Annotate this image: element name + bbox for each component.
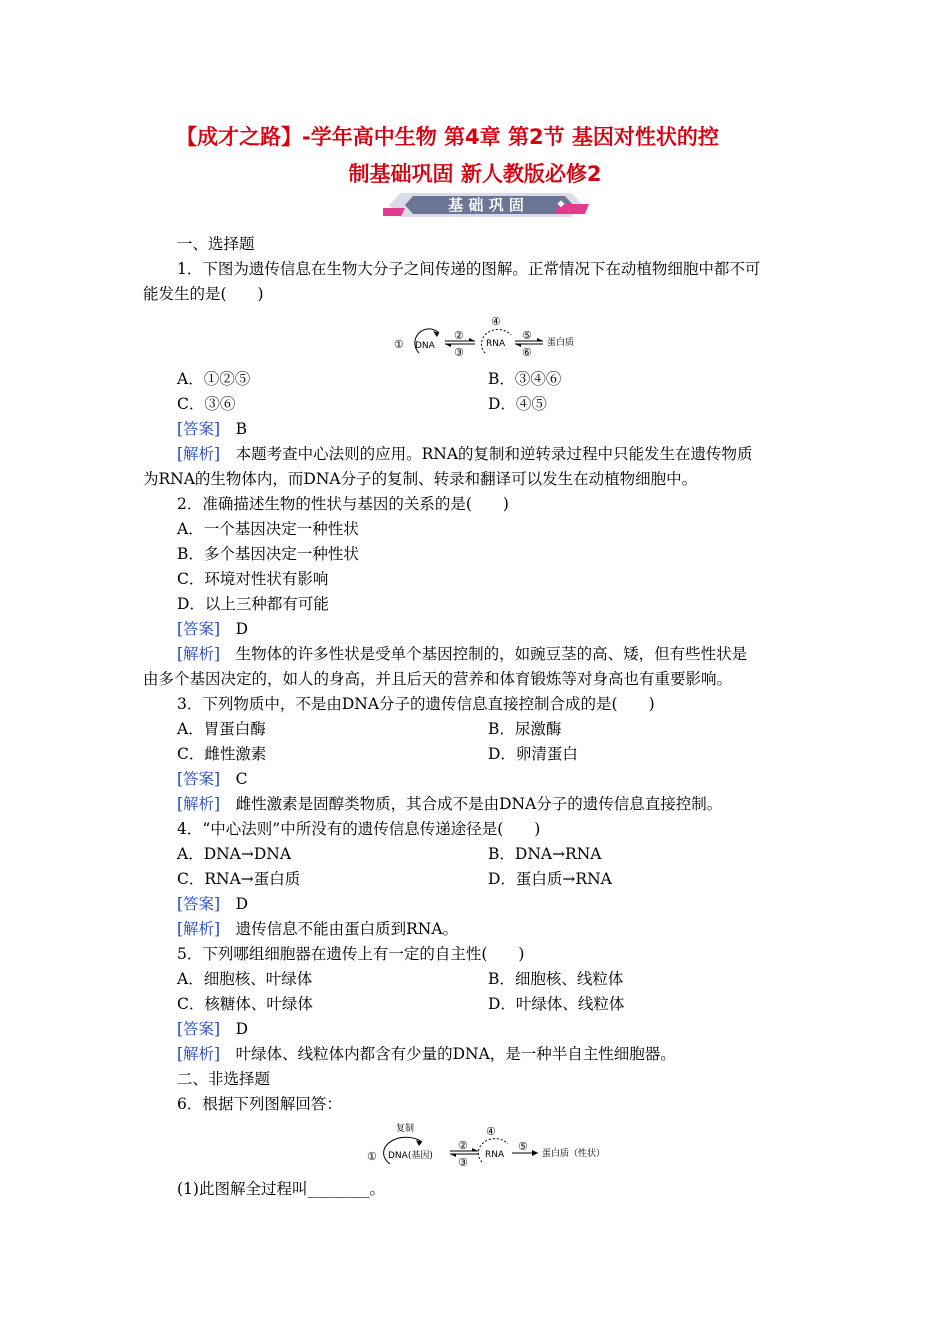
answer-value: B — [235, 420, 248, 438]
option-b: B．尿激酶 — [488, 720, 562, 738]
dna-gene-node: DNA(基因) — [388, 1151, 433, 1161]
analysis-text: 生物体的许多性状是受单个基因控制的，如豌豆茎的高、矮，但有些性状是 — [235, 645, 748, 663]
analysis-tag: [解析] — [177, 795, 221, 813]
question-stem: 1．下图为遗传信息在生物大分子之间传递的图解。正常情况下在动植物细胞中都不可 — [177, 260, 761, 278]
option-b: B．DNA→RNA — [488, 845, 602, 863]
label-2: ② — [458, 1139, 468, 1152]
protein-trait-node: 蛋白质（性状） — [542, 1149, 606, 1159]
label-3: ③ — [454, 346, 464, 359]
option-c: C．环境对性状有影响 — [177, 570, 329, 588]
analysis-tag: [解析] — [177, 1045, 221, 1063]
document-title-line2: 制基础巩固 新人教版必修2 — [348, 162, 602, 186]
option-d: D．叶绿体、线粒体 — [488, 995, 625, 1013]
option-b: B．③④⑥ — [488, 370, 562, 388]
sub-question: (1)此图解全过程叫________。 — [177, 1180, 385, 1198]
rna-node: RNA — [486, 339, 506, 349]
option-b: B．细胞核、线粒体 — [488, 970, 624, 988]
label-3: ③ — [458, 1156, 468, 1169]
label-5: ⑤ — [518, 1140, 528, 1153]
question-stem: 4．“中心法则”中所没有的遗传信息传递途径是( ) — [177, 820, 541, 838]
label-5: ⑤ — [522, 329, 532, 342]
option-a: A．①②⑤ — [177, 370, 251, 388]
option-c: C．RNA→蛋白质 — [177, 870, 301, 888]
label-1: ① — [367, 1150, 377, 1163]
question-stem: 6．根据下列图解回答： — [177, 1095, 342, 1113]
option-a: A．DNA→DNA — [177, 845, 292, 863]
answer-tag: [答案] — [177, 770, 221, 788]
answer-tag: [答案] — [177, 420, 221, 438]
analysis-text: 为RNA的生物体内，而DNA分子的复制、转录和翻译可以发生在动植物细胞中。 — [143, 470, 698, 488]
analysis-tag: [解析] — [177, 645, 221, 663]
rna-node: RNA — [485, 1150, 505, 1160]
analysis-text: 遗传信息不能由蛋白质到RNA。 — [235, 920, 459, 938]
answer-value: D — [235, 1020, 249, 1038]
analysis-tag: [解析] — [177, 920, 221, 938]
label-4: ④ — [491, 315, 501, 328]
label-4: ④ — [486, 1125, 496, 1138]
answer-value: D — [235, 895, 249, 913]
analysis-tag: [解析] — [177, 445, 221, 463]
section-heading: 二、非选择题 — [177, 1070, 271, 1088]
option-a: A．胃蛋白酶 — [177, 720, 266, 738]
protein-node: 蛋白质 — [547, 338, 575, 348]
replication-label: 复制 — [396, 1124, 415, 1134]
section-heading: 一、选择题 — [177, 235, 255, 253]
option-d: D．蛋白质→RNA — [488, 870, 612, 888]
analysis-text: 由多个基因决定的，如人的身高，并且后天的营养和体育锻炼等对身高也有重要影响。 — [143, 670, 733, 688]
dna-node: DNA — [415, 341, 435, 351]
option-d: D．以上三种都有可能 — [177, 595, 329, 613]
answer-tag: [答案] — [177, 620, 221, 638]
option-c: C．核糖体、叶绿体 — [177, 995, 313, 1013]
gene-expression-diagram — [366, 1120, 626, 1170]
central-dogma-diagram — [393, 313, 593, 361]
question-stem: 5．下列哪组细胞器在遗传上有一定的自主性( ) — [177, 945, 525, 963]
answer-tag: [答案] — [177, 1020, 221, 1038]
analysis-text: 叶绿体、线粒体内都含有少量的DNA，是一种半自主性细胞器。 — [235, 1045, 676, 1063]
option-a: A．一个基因决定一种性状 — [177, 520, 359, 538]
option-b: B．多个基因决定一种性状 — [177, 545, 359, 563]
document-title-line1: 【成才之路】-学年高中生物 第4章 第2节 基因对性状的控 — [176, 125, 719, 149]
answer-tag: [答案] — [177, 895, 221, 913]
analysis-text: 本题考查中心法则的应用。RNA的复制和逆转录过程中只能发生在遗传物质 — [235, 445, 753, 463]
label-2: ② — [454, 329, 464, 342]
option-d: D．④⑤ — [488, 395, 547, 413]
banner-label: 基 础 巩 固 — [448, 196, 524, 214]
section-banner — [383, 190, 589, 220]
analysis-text: 雌性激素是固醇类物质，其合成不是由DNA分子的遗传信息直接控制。 — [235, 795, 723, 813]
answer-value: D — [235, 620, 249, 638]
answer-value: C — [235, 770, 248, 788]
label-6: ⑥ — [522, 346, 532, 359]
option-a: A．细胞核、叶绿体 — [177, 970, 313, 988]
label-1: ① — [394, 338, 404, 351]
question-stem: 3．下列物质中，不是由DNA分子的遗传信息直接控制合成的是( ) — [177, 695, 655, 713]
option-d: D．卵清蛋白 — [488, 745, 578, 763]
option-c: C．③⑥ — [177, 395, 236, 413]
question-stem: 能发生的是( ) — [143, 285, 264, 303]
option-c: C．雌性激素 — [177, 745, 267, 763]
question-stem: 2．准确描述生物的性状与基因的关系的是( ) — [177, 495, 509, 513]
